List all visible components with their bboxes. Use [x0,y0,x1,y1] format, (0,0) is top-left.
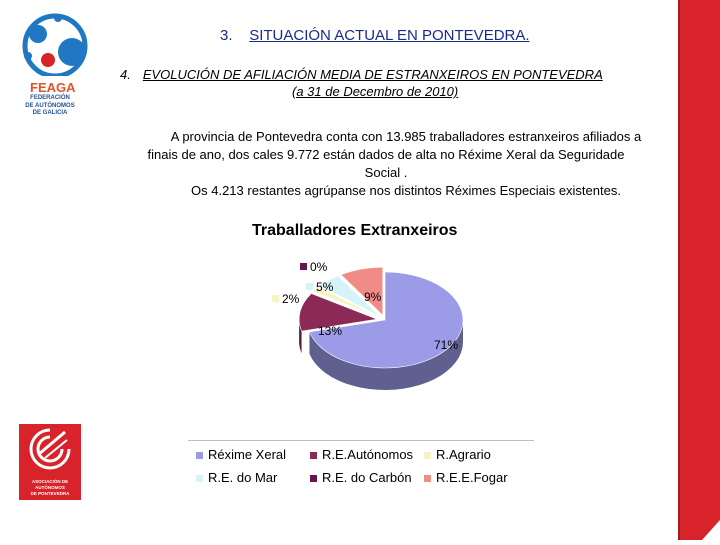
asociacion-logo-mark [19,424,81,474]
legend-swatch [196,452,203,459]
legend-swatch [424,475,431,482]
chart-title: Traballadores Extranxeiros [252,222,458,239]
slide-title-text: SITUACIÓN ACTUAL EN PONTEVEDRA. [249,27,530,44]
data-label: 0% [310,260,328,274]
legend-label: R.Agrario [436,447,491,462]
feaga-logo-line: FEDERACIÓN [30,95,70,101]
paragraph-line: Os 4.213 restantes agrúpanse nos distintos Réximes Especiais existentes. [191,183,621,198]
slide-title-number: 3. [220,27,233,44]
slide-title [220,27,530,44]
legend-item-r-agrario [424,447,491,462]
data-label: 5% [316,280,334,294]
feaga-logo-name: FEAGA [30,80,76,95]
paragraph-line: Social . [364,165,408,180]
section-number: 4. [120,67,131,82]
legend-label: R.E.E.Fogar [436,470,508,485]
body-paragraph [116,128,656,200]
side-bar [680,0,720,540]
data-label: 9% [364,290,382,304]
legend-label: Réxime Xeral [208,447,287,462]
feaga-logo [10,12,96,122]
legend-swatch [310,452,317,459]
asociacion-logo [19,424,81,500]
corner-fold-icon [680,0,720,540]
feaga-logo-line: DE GALICIA [32,110,68,116]
legend-item-ree-fogar [424,470,508,485]
section-heading-line2: (a 31 de Decembro de 2010) [292,84,459,99]
pie-chart [250,245,490,435]
data-label-swatch [272,295,279,302]
paragraph-line: A provincia de Pontevedra conta con 13.985 traballadores estranxeiros afiliados a [170,129,642,144]
legend-item-rexime-xeral [196,447,286,462]
data-label: 13% [318,324,343,338]
asociacion-logo-line: ASOCIACIÓN DE [31,479,69,484]
legend-label: R.E. do Mar [208,470,278,485]
legend-item-re-autonomos [310,447,413,462]
data-label: 71% [434,338,459,352]
data-label-swatch [300,263,307,270]
legend-item-re-do-mar [196,470,277,485]
asociacion-logo-line: DE PONTEVEDRA [30,491,70,496]
legend-swatch [310,475,317,482]
legend-label: R.E.Autónomos [322,447,414,462]
section-heading-line1: EVOLUCIÓN DE AFILIACIÓN MEDIA DE ESTRANXEIROS EN PONTEVEDRA [142,67,603,82]
section-heading [120,66,680,84]
chart-legend [188,440,534,493]
asociacion-logo-line: AUTÓNOMOS [35,485,65,490]
data-label-swatch [306,283,313,290]
paragraph-line: finais de ano, dos cales 9.772 están dados de alta no Réxime Xeral da Seguridade [147,147,625,162]
legend-item-re-do-carbon [310,470,412,485]
feaga-logo-line: DE AUTÓNOMOS [25,102,75,109]
data-label: 2% [282,292,300,306]
legend-label: R.E. do Carbón [322,470,412,485]
legend-swatch [196,475,203,482]
legend-swatch [424,452,431,459]
feaga-logo-mark [10,12,96,76]
